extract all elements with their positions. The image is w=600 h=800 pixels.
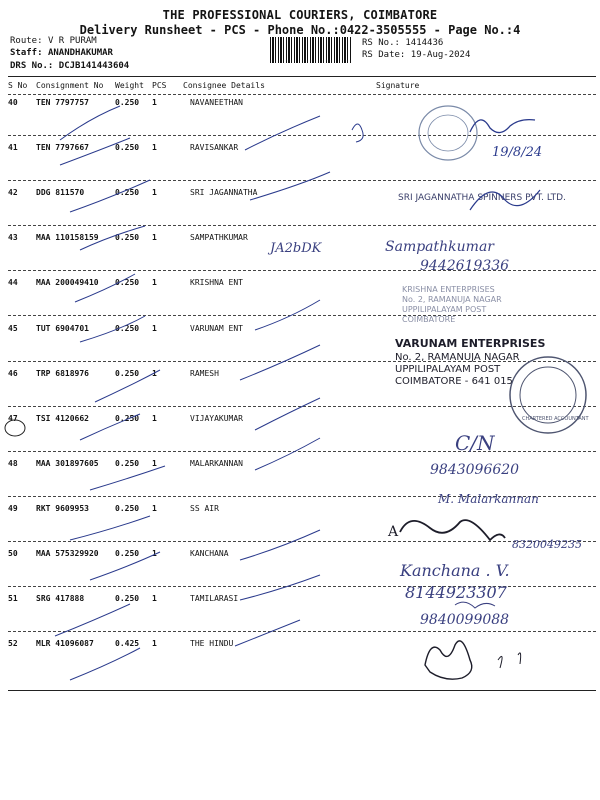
row-pcs: 1 [152, 639, 157, 649]
row-separator [8, 541, 596, 542]
table-row [0, 188, 600, 233]
svg-text:COIMBATORE - 641 015: COIMBATORE - 641 015 [395, 376, 513, 387]
row-sno: 40 [8, 98, 18, 107]
row-consignee: SRI JAGANNATHA [190, 188, 258, 198]
row-consignee: NAVANEETHAN [190, 98, 243, 107]
row-pcs: 1 [152, 368, 157, 378]
row-consignment-no: RKT 9609953 [36, 503, 89, 513]
row-separator [8, 270, 596, 271]
row-pcs: 1 [152, 323, 157, 333]
row-weight: 0.250 [115, 278, 140, 288]
header-rule-top [8, 76, 596, 77]
row-pcs: 1 [152, 233, 157, 243]
table-row [0, 594, 600, 639]
staff-value: ANANDHAKUMAR [47, 48, 113, 58]
row-separator [8, 315, 596, 316]
svg-text:KRISHNA ENTERPRISES: KRISHNA ENTERPRISES [402, 285, 495, 294]
row-consignee: RAVISANKAR [190, 143, 239, 153]
row-weight: 0.250 [115, 549, 140, 558]
row-separator [8, 406, 596, 407]
row-consignment-no: MAA 575329920 [36, 549, 99, 558]
row-pcs: 1 [152, 98, 157, 107]
r43-phone: 9442619336 [420, 258, 510, 274]
row-weight: 0.250 [115, 413, 140, 423]
row-consignment-no: DDG 811570 [36, 188, 85, 198]
svg-text:COIMBATORE: COIMBATORE [402, 315, 456, 324]
row-consignee: MALARKANNAN [190, 458, 243, 468]
r50-phone: 8144923307 [405, 583, 507, 602]
row-sno: 41 [8, 143, 18, 153]
row-weight: 0.250 [115, 323, 140, 333]
row-separator [8, 496, 596, 497]
row-separator [8, 451, 596, 452]
table-row [0, 143, 600, 188]
r43-note: JA2bDK [270, 241, 322, 256]
svg-text:UPPILIPALAYAM POST: UPPILIPALAYAM POST [402, 305, 487, 314]
row-sno: 49 [8, 503, 18, 513]
row-consignee: VIJAYAKUMAR [190, 413, 243, 423]
drs-label: DRS No.: [10, 61, 54, 71]
r48-phone: 9843096620 [430, 462, 520, 478]
svg-text:No. 2, RAMANUJA NAGAR: No. 2, RAMANUJA NAGAR [395, 352, 520, 363]
row-sno: 48 [8, 458, 18, 468]
row-consignment-no: MAA 200049410 [36, 278, 99, 288]
row-consignment-no: TSI 4120662 [36, 413, 89, 423]
row-consignee: SAMPATHKUMAR [190, 233, 248, 243]
table-row [0, 549, 600, 594]
row-sno: 51 [8, 594, 18, 604]
row-sno: 43 [8, 233, 18, 243]
row-consignment-no: TEN 7797757 [36, 98, 89, 107]
drs-line [10, 61, 129, 71]
table-row [0, 504, 600, 549]
stamp-jagannatha: SRI JAGANNATHA SPINNERS PVT. LTD. [398, 193, 566, 203]
row-sno: 47 [8, 413, 18, 423]
rs-no-value: 1414436 [405, 38, 444, 48]
r48-name: M. Malarkannan [438, 492, 539, 506]
row-consignment-no: TEN 7797667 [36, 143, 89, 153]
runsheet-subtitle: Delivery Runsheet - PCS - Phone No.:0422-3505555 - Page No.:4 [79, 23, 521, 37]
svg-text:A: A [388, 524, 399, 540]
row-weight: 0.250 [115, 233, 140, 243]
row-consignment-no: MAA 301897605 [36, 458, 99, 468]
row-pcs: 1 [152, 143, 157, 153]
col-pcs: PCS [152, 81, 167, 90]
row-weight: 0.425 [115, 639, 140, 649]
row-pcs: 1 [152, 278, 157, 288]
row-pcs: 1 [152, 594, 157, 604]
table-row [0, 98, 600, 143]
runsheet-title: THE PROFESSIONAL COURIERS, COIMBATORE [162, 8, 438, 22]
row-consignee: SS AIR [190, 503, 219, 513]
staff-label: Staff: [10, 48, 43, 58]
row-consignment-no: MAA 110158159 [36, 233, 99, 243]
svg-text:No. 2, RAMANUJA NAGAR: No. 2, RAMANUJA NAGAR [402, 295, 502, 304]
table-row [0, 639, 600, 684]
row-consignment-no: MLR 41096087 [36, 639, 94, 649]
row-separator [8, 586, 596, 587]
table-row [0, 278, 600, 323]
row-pcs: 1 [152, 458, 157, 468]
table-row [0, 369, 600, 414]
row-separator [8, 225, 596, 226]
row-weight: 0.250 [115, 594, 140, 604]
row-sno: 44 [8, 278, 18, 288]
row-sno: 50 [8, 549, 18, 558]
table-row [0, 324, 600, 369]
rs-no-line [362, 38, 443, 48]
row-consignment-no: TRP 6818976 [36, 368, 89, 378]
row-separator [8, 135, 596, 136]
col-sno: S No [8, 81, 28, 90]
row-separator [8, 361, 596, 362]
row-pcs: 1 [152, 549, 157, 558]
table-row [0, 459, 600, 504]
row-consignee: KANCHANA [190, 549, 229, 558]
col-weight: Weight [115, 81, 144, 90]
row-sno: 42 [8, 188, 18, 198]
staff-line [10, 48, 113, 58]
rs-no-label: RS No.: [362, 38, 400, 48]
rs-date-line [362, 50, 470, 60]
col-consignee: Consignee Details [183, 81, 265, 90]
table-row [0, 414, 600, 459]
row-weight: 0.250 [115, 143, 140, 153]
row-weight: 0.250 [115, 503, 140, 513]
r50-name: Kanchana . V. [400, 561, 510, 580]
row-separator [8, 631, 596, 632]
row-consignee: VARUNAM ENT [190, 323, 243, 333]
row-sno: 52 [8, 639, 18, 649]
row-consignee: THE HINDU [190, 639, 234, 649]
row-consignee: RAMESH [190, 368, 219, 378]
svg-text:UPPILIPALAYAM POST: UPPILIPALAYAM POST [395, 364, 501, 375]
row-consignee: TAMILARASI [190, 594, 239, 604]
route-line [10, 36, 97, 46]
r43-name: Sampathkumar [385, 239, 494, 255]
table-row [0, 233, 600, 278]
row-consignment-no: SRG 417888 [36, 594, 85, 604]
row-pcs: 1 [152, 188, 157, 198]
col-signature: Signature [376, 81, 420, 90]
row-weight: 0.250 [115, 368, 140, 378]
rs-date-label: RS Date: [362, 50, 406, 60]
row-weight: 0.250 [115, 188, 140, 198]
row-consignment-no: TUT 6904701 [36, 323, 89, 333]
row-weight: 0.250 [115, 98, 140, 107]
row-separator [8, 180, 596, 181]
r51-phone: 9840099088 [420, 612, 510, 628]
row-weight: 0.250 [115, 458, 140, 468]
barcode [270, 37, 352, 63]
route-label: Route: [10, 36, 43, 46]
drs-value: DCJB141443604 [58, 61, 130, 71]
r49-phone: 8320049235 [512, 538, 582, 551]
row-sno: 45 [8, 323, 18, 333]
r47-sign: C/N [455, 431, 495, 455]
row-consignee: KRISHNA ENT [190, 278, 243, 288]
table-rule-end [8, 690, 596, 691]
col-consignment: Consignment No [36, 81, 104, 90]
header-rule-bottom [8, 94, 596, 95]
row-sno: 46 [8, 368, 18, 378]
r40-date: 19/8/24 [492, 145, 543, 160]
route-value: V R PURAM [47, 36, 97, 46]
row-pcs: 1 [152, 413, 157, 423]
row-pcs: 1 [152, 503, 157, 513]
svg-text:CHARTERED ACCOUNTANT: CHARTERED ACCOUNTANT [522, 416, 589, 422]
rs-date-value: 19-Aug-2024 [410, 50, 471, 60]
svg-text:VARUNAM ENTERPRISES: VARUNAM ENTERPRISES [395, 337, 546, 350]
